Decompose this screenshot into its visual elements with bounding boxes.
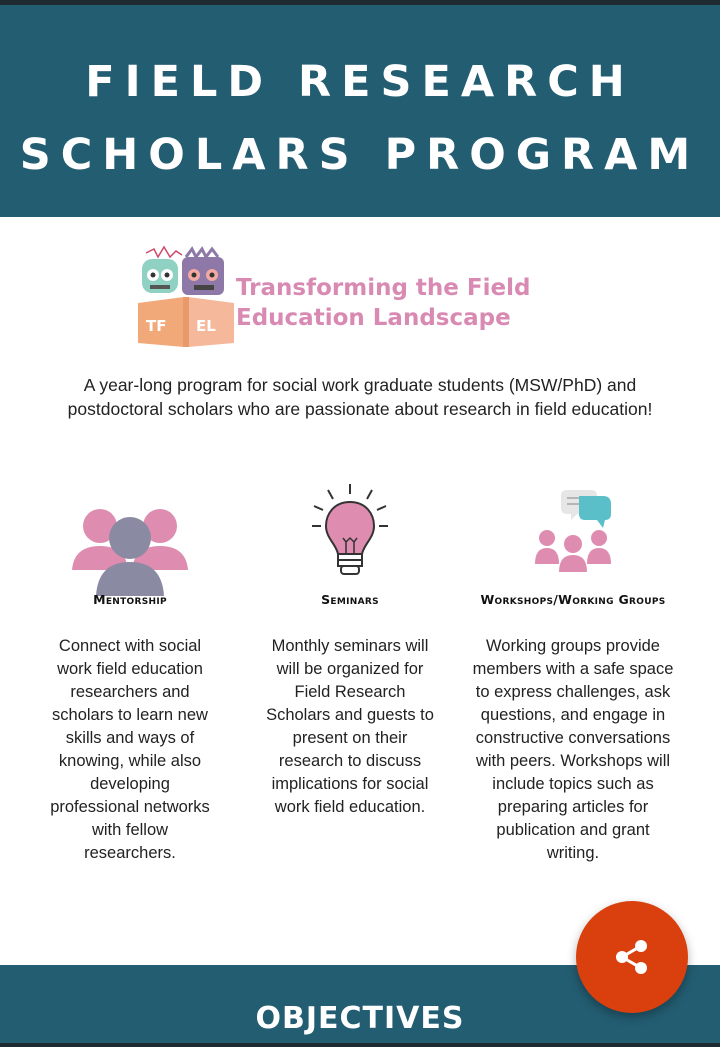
feature-heading: Workshops/Working Groups xyxy=(480,592,666,607)
intro-text xyxy=(0,373,720,421)
share-button[interactable] xyxy=(576,901,688,1013)
robots-reading-icon xyxy=(136,245,236,350)
feature-description: Connect with social work field education researchers and scholars to learn new skills and ways of knowing, while also developing professional networks with fellow researchers. xyxy=(50,637,210,862)
feature-description: Working groups provide members with a safe space to express challenges, ask questions, and engage in constructive conversations with peers. Workshops will include topics such as preparing articles for publication and grant writing. xyxy=(472,637,674,862)
page-header xyxy=(0,5,720,217)
intro-line1: A year-long program for social work graduate students (MSW/PhD) and xyxy=(83,375,637,395)
logo-badge-right: EL xyxy=(196,317,216,335)
intro-line2: postdoctoral scholars who are passionate about research in field education! xyxy=(67,399,653,419)
logo-badge-left: TF xyxy=(146,317,167,335)
mentorship-people-icon xyxy=(72,500,188,596)
feature-heading: Mentorship xyxy=(93,592,167,607)
bottom-border xyxy=(0,1043,720,1047)
logo-text xyxy=(236,273,530,333)
feature-description: Monthly seminars will will be organized for Field Research Scholars and guests to present on their research to discuss implications for social work field education. xyxy=(266,637,434,816)
share-icon xyxy=(613,938,651,976)
logo-text-line1: Transforming the Field xyxy=(236,275,531,301)
group-chat-icon xyxy=(533,488,613,572)
page-title-line1: FIELD RESEARCH xyxy=(85,57,635,107)
page-title-line2: SCHOLARS PROGRAM xyxy=(19,130,701,180)
objectives-title: OBJECTIVES xyxy=(255,1001,465,1036)
tfel-logo xyxy=(136,245,566,350)
lightbulb-icon xyxy=(310,482,390,580)
feature-heading: Seminars xyxy=(321,592,379,607)
logo-text-line2: Education Landscape xyxy=(236,305,511,331)
